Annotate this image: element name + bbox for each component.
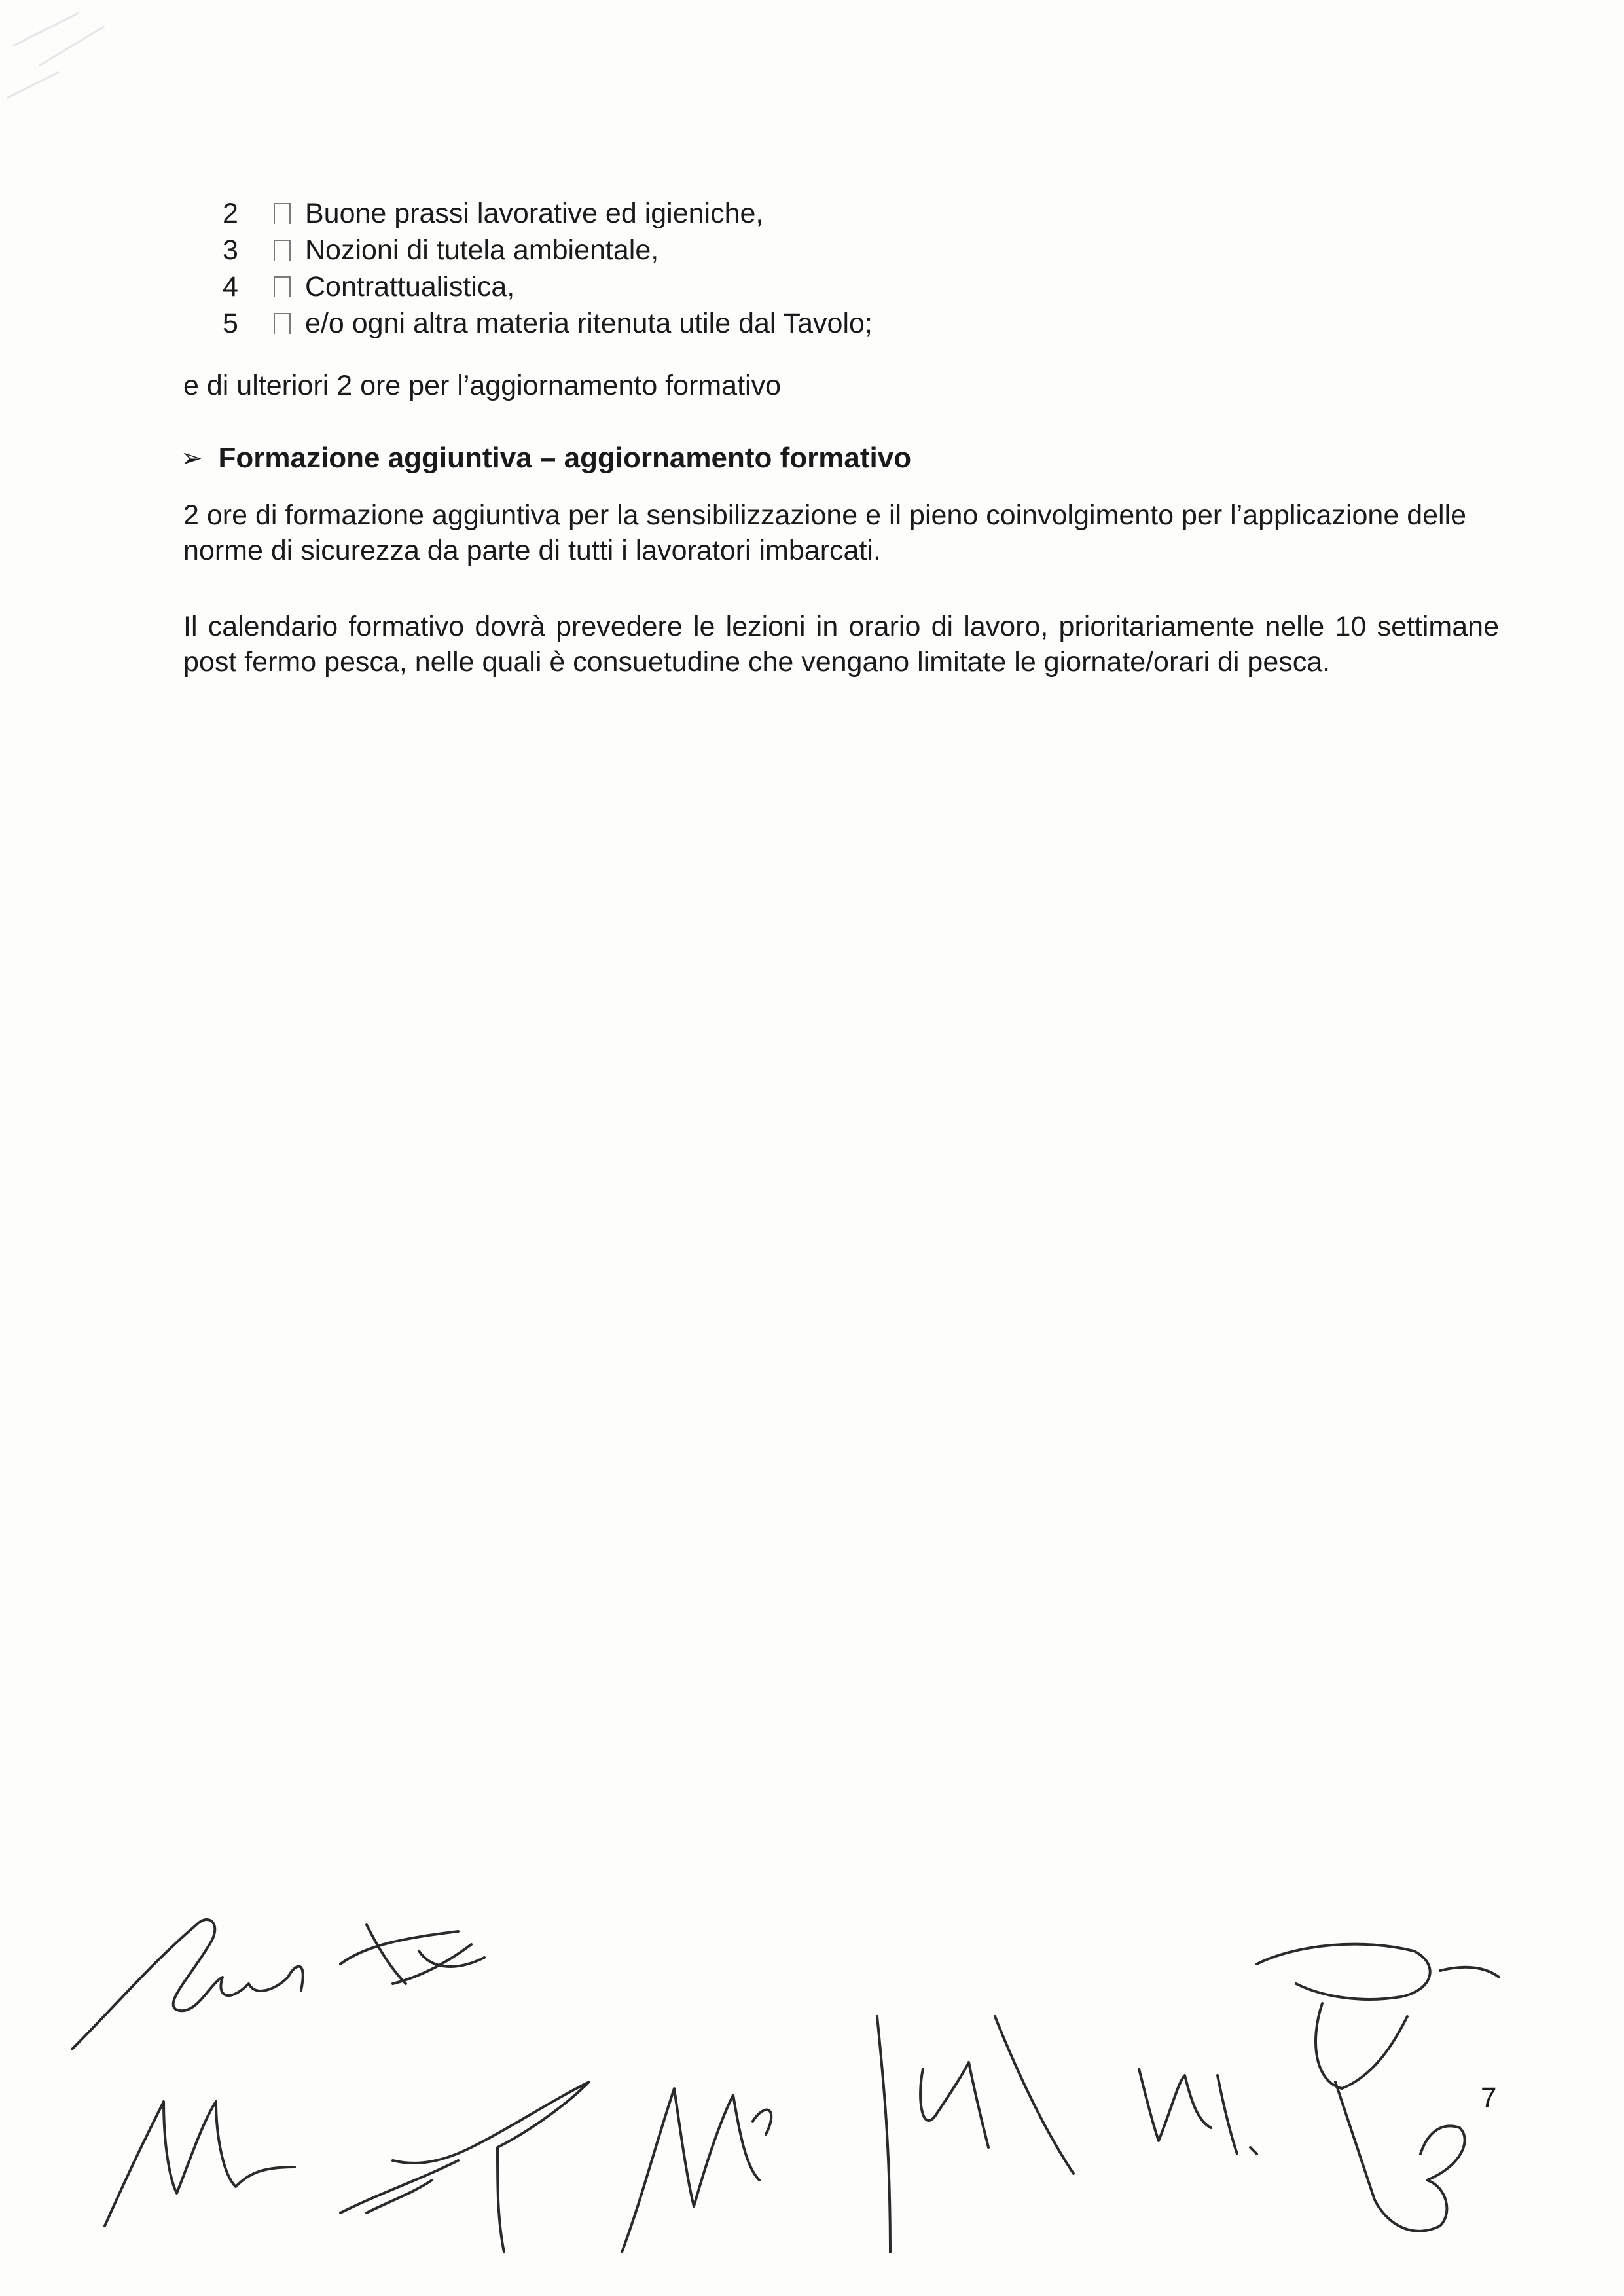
list-number: 3	[223, 234, 238, 266]
list-item	[223, 195, 873, 232]
list-item	[223, 232, 873, 268]
arrow-bullet-icon: ➢	[181, 444, 203, 473]
checkbox-icon	[274, 313, 291, 334]
handwritten-signatures	[0, 1886, 1624, 2278]
topic-list	[223, 195, 873, 342]
list-text: e/o ogni altra materia ritenuta utile dal Tavolo;	[305, 308, 873, 339]
calendar-paragraph: Il calendario formativo dovrà prevedere le lezioni in orario di lavoro, prioritariamente nelle 10 settimane post fermo pesca, nelle quali è consuetudine che vengano limitate le giornate/orari di pesca.	[183, 611, 1499, 678]
list-number: 4	[223, 271, 238, 302]
list-item	[223, 305, 873, 342]
list-text: Nozioni di tutela ambientale,	[305, 234, 659, 266]
hours-paragraph: e di ulteriori 2 ore per l’aggiornamento formativo	[183, 370, 782, 401]
list-text: Buone prassi lavorative ed igieniche,	[305, 198, 764, 229]
checkbox-icon	[274, 240, 291, 261]
section-heading	[181, 439, 911, 478]
checkbox-icon	[274, 276, 291, 297]
list-number: 2	[223, 198, 238, 229]
checkbox-icon	[274, 203, 291, 224]
additional-training-paragraph: 2 ore di formazione aggiuntiva per la sensibilizzazione e il pieno coinvolgimento per l’applicazione delle norme di sicurezza da parte di tutti i lavoratori imbarcati.	[183, 500, 1467, 566]
page-number: 7	[1481, 2082, 1497, 2114]
scan-artifact	[0, 0, 262, 157]
list-item	[223, 268, 873, 305]
list-text: Contrattualistica,	[305, 271, 515, 302]
list-number: 5	[223, 308, 238, 339]
section-heading-text: Formazione aggiuntiva – aggiornamento formativo	[218, 442, 912, 474]
